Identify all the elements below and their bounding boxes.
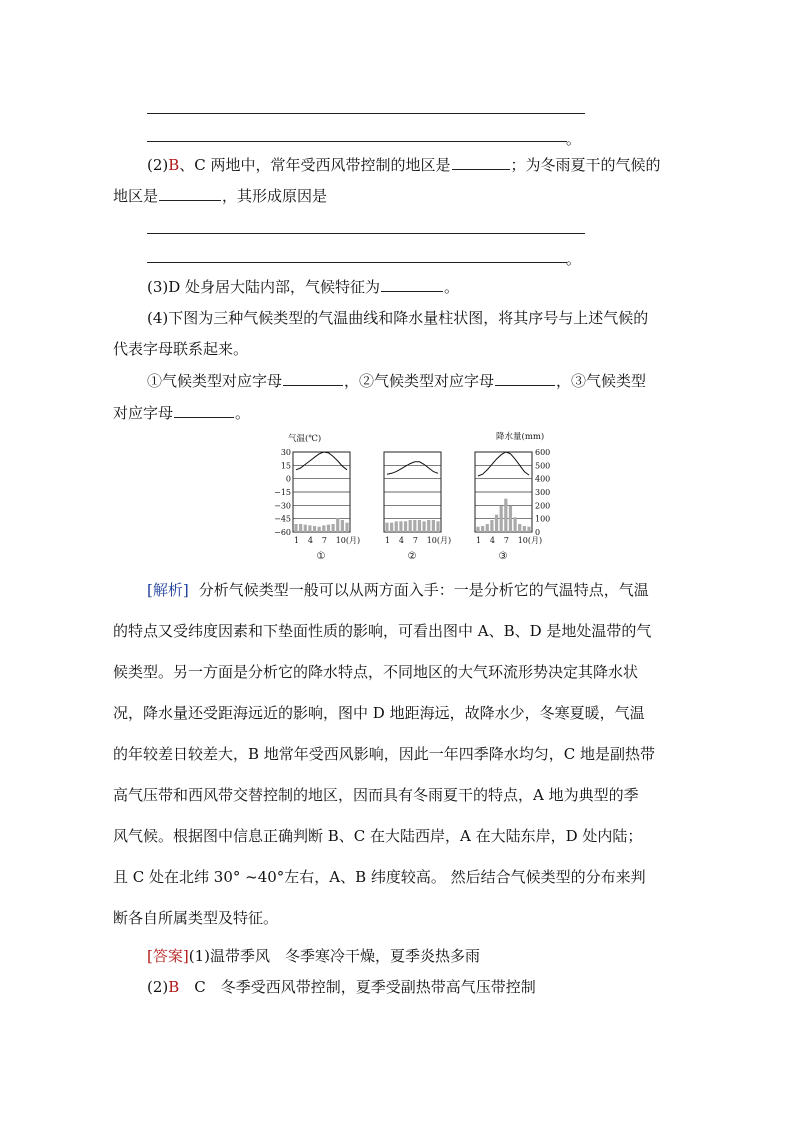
precip-bar (490, 520, 493, 532)
month-tick-label: 1 (294, 536, 300, 545)
precip-bar (513, 517, 516, 532)
answer-letter-b: B (168, 978, 180, 996)
precip-tick-label: 400 (535, 474, 551, 484)
answer-blank[interactable] (174, 403, 234, 418)
q3-line (147, 277, 459, 297)
analysis-line-9: 断各自所属类型及特征。 (113, 909, 279, 927)
answer-blank[interactable] (381, 277, 443, 292)
precip-bar (327, 525, 330, 532)
q4-line-1: (4)下图为三种气候类型的气温曲线和降水量柱状图，将其序号与上述气候的 (147, 309, 649, 327)
answer-tag: [答案] (147, 947, 189, 965)
precip-bar (527, 527, 530, 532)
month-tick-label: 7 (412, 536, 418, 545)
temp-axis-label: 气温(℃) (288, 434, 322, 444)
q4-line-3 (147, 371, 646, 391)
temperature-curve (296, 452, 347, 470)
q2-letter-b: B (168, 156, 180, 174)
q2-text-2: ；为冬雨夏干的气候的 (510, 156, 661, 174)
analysis-line-8: 且 C 处在北纬 30° ~40°左右，A、B 纬度较高。 然后结合气候类型的分布来判 (113, 868, 646, 886)
precip-bar (427, 520, 430, 532)
precip-bar (509, 505, 512, 532)
month-tick-label: 10(月) (426, 536, 452, 545)
panel-label: ① (316, 551, 326, 562)
precip-bar (304, 525, 307, 532)
q4-opt-4: 对应字母 (113, 404, 174, 422)
precip-axis-label: 降水量(mm) (496, 432, 545, 442)
analysis-line-1 (147, 580, 649, 600)
answer-line (147, 233, 585, 234)
q2-text-1: 、C 两地中，常年受西风带控制的地区是 (179, 156, 451, 174)
q2-line-2 (113, 186, 327, 206)
temperature-curve (387, 462, 438, 474)
precip-bar (413, 520, 416, 532)
precip-bar (294, 524, 297, 532)
precip-tick-label: 300 (535, 488, 551, 497)
month-tick-label: 4 (398, 536, 405, 545)
precip-bar (318, 527, 321, 532)
answer-blank[interactable] (283, 371, 343, 386)
answer-blank[interactable] (159, 186, 221, 201)
precip-bar (341, 520, 344, 532)
answer-num-2: (2) (147, 978, 169, 996)
precip-bar (500, 505, 503, 532)
analysis-line-6: 高气压带和西风带交替控制的地区，因而具有冬雨夏干的特点，A 地为典型的季 (113, 786, 639, 804)
precip-bar (345, 523, 348, 532)
temp-tick-label: −45 (274, 514, 291, 524)
analysis-text-1: 分析气候类型一般可以从两方面入手：一是分析它的气温特点，气温 (198, 581, 649, 599)
precip-bar (436, 521, 439, 532)
precip-bar (385, 523, 388, 532)
q4-opt-2: ，②气候类型对应字母 (344, 372, 495, 390)
precip-bar (486, 524, 489, 532)
answer-text-1: (1)温带季风 冬季寒冷干燥，夏季炎热多雨 (188, 947, 480, 965)
answer-line (147, 113, 585, 114)
month-tick-label: 7 (503, 536, 509, 545)
answer-blank[interactable] (495, 371, 555, 386)
answer-line (147, 262, 567, 263)
analysis-line-3: 候类型。另一方面是分析它的降水特点，不同地区的大气环流形势决定其降水状 (113, 663, 639, 681)
analysis-line-4: 况，降水量还受距海远近的影响，图中 D 地距海远，故降水少，冬寒夏暖，气温 (113, 704, 645, 722)
precip-bar (432, 520, 435, 532)
panel-label: ③ (498, 551, 508, 562)
precip-bar (322, 525, 325, 532)
precip-bar (390, 523, 393, 532)
end-mark: 。 (566, 250, 582, 268)
temp-tick-label: −60 (274, 528, 291, 537)
precip-tick-label: 200 (535, 501, 551, 511)
answer-line-1 (147, 946, 480, 966)
precip-bar (422, 521, 425, 532)
q3-text-1: (3)D 处身居大陆内部，气候特征为 (147, 278, 381, 296)
precip-bar (395, 521, 398, 532)
answer-text-2: C 冬季受西风带控制，夏季受副热带高气压带控制 (179, 978, 536, 996)
temp-tick-label: −30 (274, 501, 291, 511)
month-tick-label: 10(月) (335, 536, 361, 545)
precip-bar (331, 524, 334, 532)
q4-opt-5: 。 (235, 404, 251, 422)
temp-tick-label: −15 (274, 488, 291, 497)
precip-bar (504, 499, 507, 532)
q4-opt-1: ①气候类型对应字母 (147, 372, 283, 390)
temperature-curve (478, 452, 529, 476)
month-tick-label: 4 (489, 536, 496, 545)
month-tick-label: 1 (476, 536, 482, 545)
q2-text-4: ，其形成原因是 (222, 187, 328, 205)
precip-bar (418, 520, 421, 532)
temp-tick-label: 30 (280, 448, 291, 457)
precip-bar (336, 519, 339, 532)
analysis-line-5: 的年较差日较差大，B 地常年受西风影响，因此一年四季降水均匀，C 地是副热带 (113, 745, 656, 763)
precip-tick-label: 100 (535, 514, 551, 524)
month-tick-label: 7 (321, 536, 327, 545)
q2-number: (2) (147, 156, 169, 174)
precip-bar (481, 526, 484, 532)
precip-bar (409, 520, 412, 532)
month-tick-label: 1 (385, 536, 391, 545)
precip-bar (523, 526, 526, 532)
precip-bar (518, 524, 521, 532)
precip-bar (308, 525, 311, 532)
precip-bar (476, 527, 479, 532)
analysis-line-2: 的特点又受纬度因素和下垫面性质的影响，可看出图中 A、B、D 是地处温带的气 (113, 622, 652, 640)
answer-line (147, 141, 567, 142)
q4-line-4 (113, 403, 250, 423)
analysis-line-7: 风气候。根据图中信息正确判断 B、C 在大陆西岸，A 在大陆东岸，D 处内陆； (113, 827, 643, 845)
precip-bar (404, 521, 407, 532)
precip-bar (313, 526, 316, 532)
q3-text-2: 。 (444, 278, 460, 296)
q2-line-1 (147, 155, 661, 175)
q2-text-3: 地区是 (113, 187, 159, 205)
answer-line-2 (147, 977, 536, 997)
temp-tick-label: 0 (285, 474, 291, 484)
precip-tick-label: 0 (535, 528, 541, 537)
q4-line-2: 代表字母联系起来。 (113, 340, 249, 358)
precip-bar (495, 515, 498, 532)
climate-chart (276, 428, 566, 568)
precip-bar (299, 524, 302, 532)
precip-tick-label: 500 (535, 461, 551, 471)
temp-tick-label: 15 (280, 461, 291, 471)
month-tick-label: 4 (307, 536, 314, 545)
precip-tick-label: 600 (535, 448, 551, 457)
precip-bar (399, 521, 402, 532)
climate-chart-svg (276, 428, 566, 568)
analysis-tag: [解析] (147, 581, 189, 599)
end-mark: 。 (566, 130, 582, 148)
month-tick-label: 10(月) (517, 536, 543, 545)
q4-opt-3: ，③气候类型 (556, 372, 647, 390)
answer-blank[interactable] (452, 155, 510, 170)
panel-label: ② (407, 551, 417, 562)
